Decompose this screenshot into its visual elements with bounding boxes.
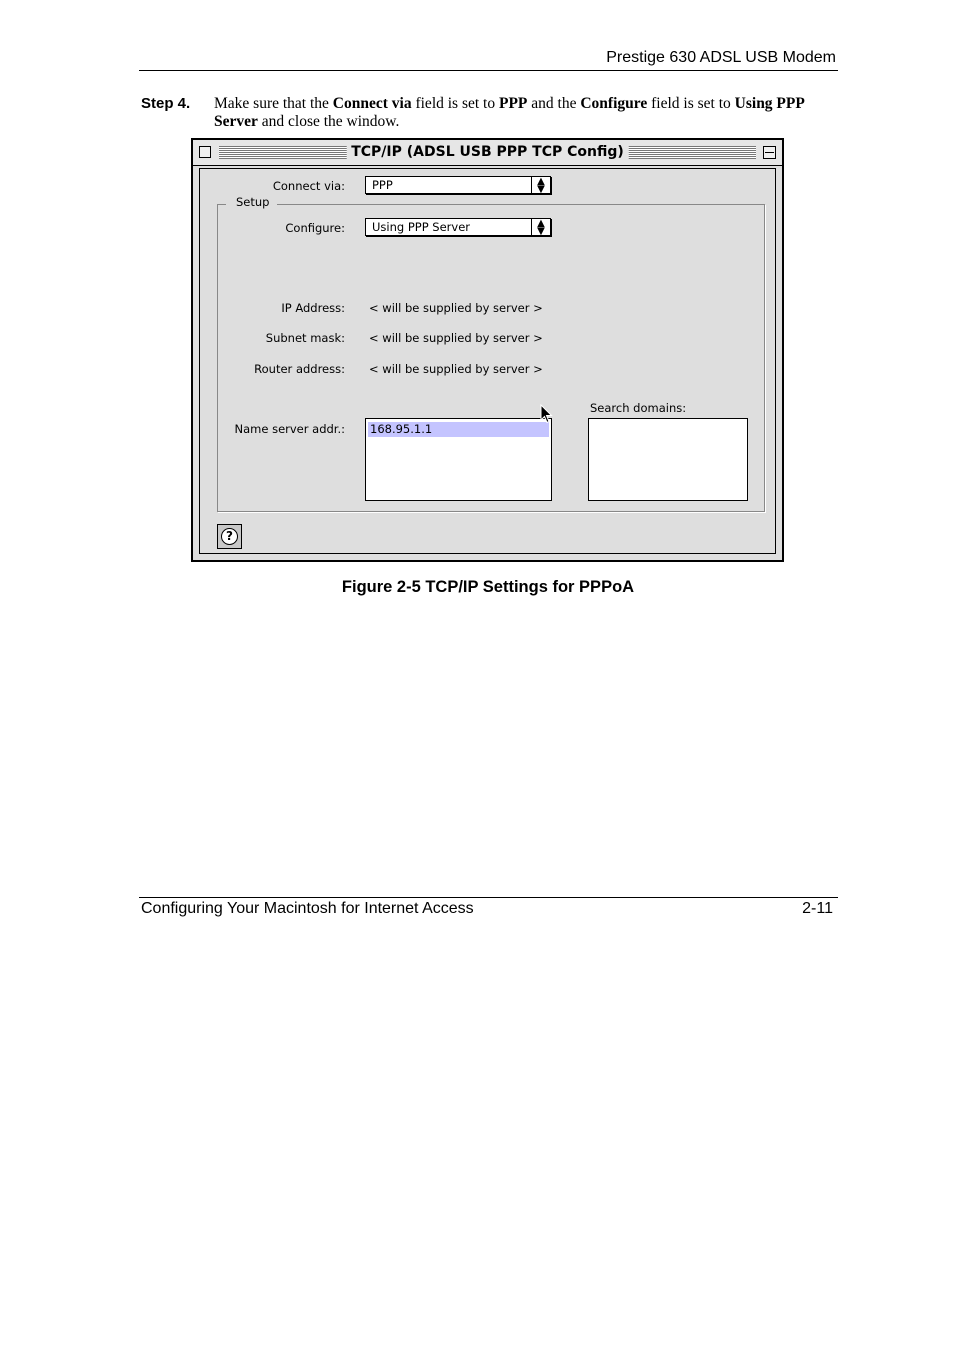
- footer-page-number: 2-11: [802, 900, 833, 917]
- page-header-title: Prestige 630 ADSL USB Modem: [606, 49, 836, 66]
- step-bold-using-ppp-server: Using PPP Server: [214, 95, 804, 130]
- setup-group-label: Setup: [226, 195, 277, 209]
- help-icon: ?: [221, 528, 238, 545]
- configure-label: Configure:: [285, 221, 345, 235]
- subnet-mask-value: < will be supplied by server >: [369, 331, 543, 345]
- name-server-listbox[interactable]: [365, 418, 552, 501]
- help-button[interactable]: [217, 524, 242, 549]
- ip-address-label: IP Address:: [281, 301, 345, 315]
- connect-via-popup[interactable]: [365, 176, 551, 194]
- name-server-label: Name server addr.:: [234, 422, 345, 436]
- mouse-pointer-icon: [540, 404, 554, 424]
- subnet-mask-label: Subnet mask:: [265, 331, 345, 345]
- footer-rule: [139, 897, 838, 898]
- figure-caption: Figure 2-5 TCP/IP Settings for PPPoA: [341, 578, 635, 596]
- step-text-5: and close the window.: [257, 113, 400, 130]
- name-server-item[interactable]: 168.95.1.1: [368, 422, 549, 437]
- step-label: Step 4.: [141, 95, 191, 112]
- popup-arrows-icon: ▲ ▼: [531, 177, 550, 193]
- step-bold-connect-via: Connect via: [332, 95, 412, 112]
- zoom-box-button[interactable]: [763, 146, 776, 159]
- router-address-value: < will be supplied by server >: [369, 362, 543, 376]
- configure-popup[interactable]: [365, 218, 551, 236]
- ip-address-value: < will be supplied by server >: [369, 301, 543, 315]
- footer-section-title: Configuring Your Macintosh for Internet Access: [141, 900, 474, 917]
- step-instructions: [214, 95, 834, 131]
- router-address-label: Router address:: [254, 362, 345, 376]
- step-text-2: field is set to: [411, 95, 499, 112]
- step-text-4: field is set to: [647, 95, 735, 112]
- window-content: [199, 168, 776, 554]
- step-bold-ppp: PPP: [499, 95, 528, 112]
- popup-arrows-icon: ▲ ▼: [531, 219, 550, 235]
- step-bold-configure: Configure: [580, 95, 648, 112]
- step-text-1: Make sure that the: [214, 95, 333, 112]
- connect-via-label: Connect via:: [272, 179, 345, 193]
- step-text-3: and the: [527, 95, 581, 112]
- close-box-button[interactable]: [199, 146, 211, 158]
- configure-value: Using PPP Server: [372, 220, 471, 234]
- search-domains-listbox[interactable]: [588, 418, 748, 501]
- window-title: TCP/IP (ADSL USB PPP TCP Config): [346, 144, 629, 160]
- window-titlebar[interactable]: [193, 140, 782, 166]
- tcpip-window: [191, 138, 784, 562]
- search-domains-label: Search domains:: [590, 401, 687, 415]
- connect-via-value: PPP: [372, 178, 393, 192]
- header-rule: [139, 70, 838, 71]
